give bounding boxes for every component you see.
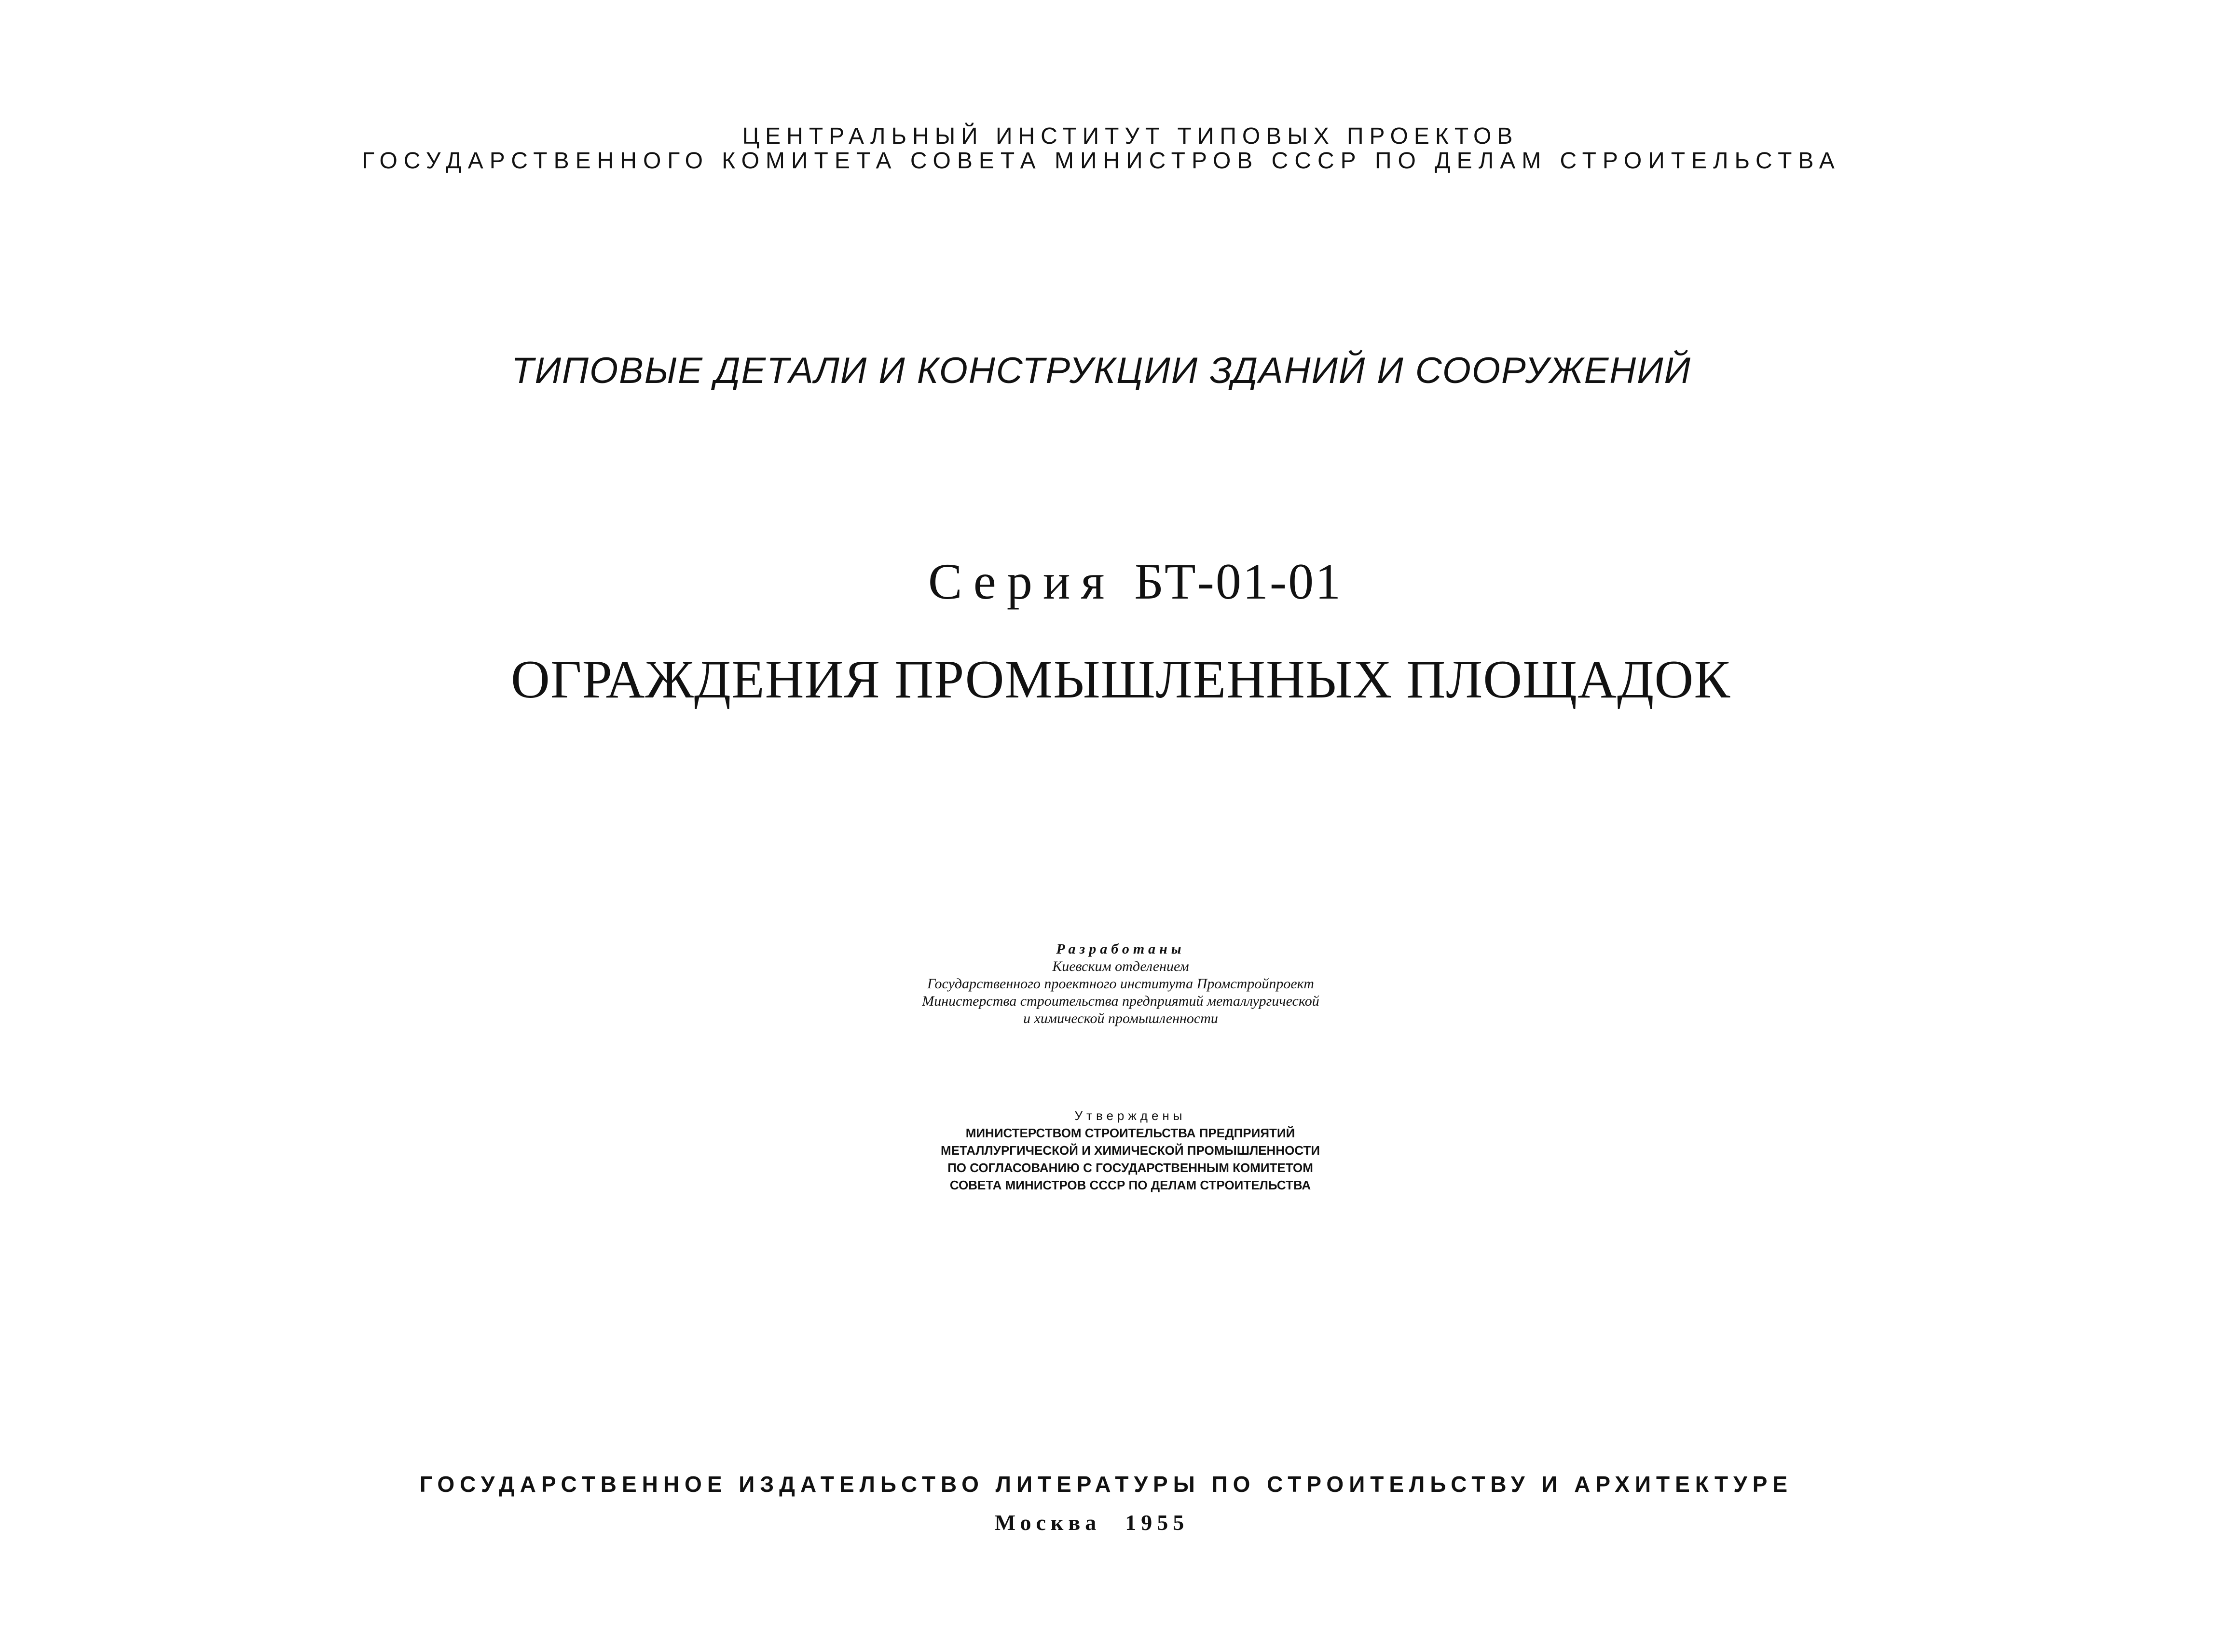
series-code: БТ-01-01 <box>1134 553 1343 610</box>
developed-by-line: Государственного проектного института Промстройпроект <box>927 976 1314 992</box>
publisher-name: ГОСУДАРСТВЕННОЕ ИЗДАТЕЛЬСТВО ЛИТЕРАТУРЫ ПО СТРОИТЕЛЬСТВУ И АРХИТЕКТУРЕ <box>419 1472 1793 1497</box>
approved-by-block <box>19 1107 2222 1194</box>
series-label: Серия <box>928 553 1115 610</box>
approved-by-line: МЕТАЛЛУРГИЧЕСКОЙ И ХИМИЧЕСКОЙ ПРОМЫШЛЕННОСТИ <box>940 1143 1320 1158</box>
developed-by-heading: Разработаны <box>1056 941 1185 957</box>
institute-name: ЦЕНТРАЛЬНЫЙ ИНСТИТУТ ТИПОВЫХ ПРОЕКТОВ <box>742 123 1519 149</box>
developed-by-line: и химической промышленности <box>1023 1010 1218 1026</box>
approved-by-line: МИНИСТЕРСТВОМ СТРОИТЕЛЬСТВА ПРЕДПРИЯТИЙ <box>965 1126 1295 1140</box>
series-group-title: ТИПОВЫЕ ДЕТАЛИ И КОНСТРУКЦИИ ЗДАНИЙ И СООРУЖЕНИЙ <box>511 350 1691 391</box>
approved-by-line: ПО СОГЛАСОВАНИЮ С ГОСУДАРСТВЕННЫМ КОМИТЕТОМ <box>947 1160 1313 1175</box>
series-heading <box>24 552 2222 611</box>
publication-city: Москва <box>994 1510 1101 1535</box>
developed-by-line: Министерства строительства предприятий металлургической <box>922 993 1319 1009</box>
developed-by-line: Киевским отделением <box>1052 958 1189 974</box>
approved-by-line: СОВЕТА МИНИСТРОВ СССР ПО ДЕЛАМ СТРОИТЕЛЬСТВА <box>949 1178 1311 1192</box>
document-title: ОГРАЖДЕНИЯ ПРОМЫШЛЕННЫХ ПЛОЩАДОК <box>510 650 1731 710</box>
approved-by-heading: Утверждены <box>1074 1108 1186 1123</box>
developed-by-block <box>10 941 2222 1027</box>
publication-year: 1955 <box>1125 1510 1189 1535</box>
committee-name: ГОСУДАРСТВЕННОГО КОМИТЕТА СОВЕТА МИНИСТРОВ СССР ПО ДЕЛАМ СТРОИТЕЛЬСТВА <box>362 148 1841 174</box>
imprint <box>0 1510 2203 1535</box>
